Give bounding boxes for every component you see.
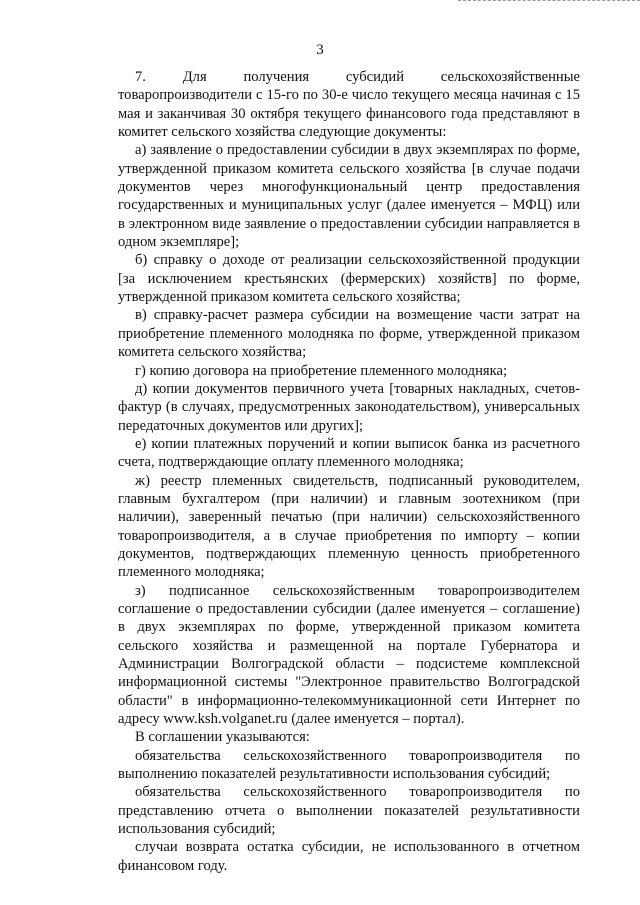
document-body bbox=[118, 68, 580, 875]
paragraph-item-7: 7. Для получения субсидий сельскохозяйственные товаропроизводители с 15-го по 30-е число текущего месяца начиная с 15 мая и заканчивая 30 октября текущего финансового года представляют в комитет сельского хозяйства следующие документы: bbox=[118, 69, 580, 141]
page-number: 3 bbox=[316, 42, 324, 58]
paragraph-subitem-e: е) копии платежных поручений и копии выписок банка из расчетного счета, подтверждающие оплату племенного молодняка; bbox=[118, 435, 580, 471]
top-border-line bbox=[458, 0, 640, 1]
paragraph-agreement-intro: В соглашении указываются: bbox=[135, 729, 310, 746]
paragraph-subitem-b: б) справку о доходе от реализации сельскохозяйственной продукции [за исключением крестьянских (фермерских) хозяйств] по форме, утвержденной приказом комитета сельского хозяйства; bbox=[118, 252, 580, 306]
paragraph-subitem-v: в) справку-расчет размера субсидии на возмещение части затрат на приобретение племенного молодняка по форме, утвержденной приказом комитета сельского хозяйства; bbox=[118, 307, 580, 361]
paragraph-subitem-z: з) подписанное сельскохозяйственным товаропроизводителем соглашение о предоставлении субсидии (далее именуется – соглашение) в двух экземплярах по форме, утвержденной приказом комитета сельского хозяйства и размещенной на портале Губернатора и Администрации Волгоградской области – подсистеме комплексной информационной системы "Электронное правительство Волгоградской области" в информационно-телекоммуникационной сети Интернет по адресу www.ksh.volganet.ru (далее именуется – портал). bbox=[118, 582, 580, 728]
paragraph-subitem-g: г) копию договора на приобретение племенного молодняка; bbox=[135, 362, 508, 379]
paragraph-return-cases: случаи возврата остатка субсидии, не использованного в отчетном финансовом году. bbox=[118, 839, 580, 874]
paragraph-obligation-indicators: обязательства сельскохозяйственного товаропроизводителя по выполнению показателей результативности использования субсидий; bbox=[118, 747, 580, 783]
paragraph-obligation-report: обязательства сельскохозяйственного товаропроизводителя по представлению отчета о выполнении показателей результативности использования субсидий; bbox=[118, 784, 580, 838]
paragraph-subitem-d: д) копии документов первичного учета [товарных накладных, счетов-фактур (в случаях, предусмотренных законодательством), универсальных передаточных документов или других]; bbox=[118, 380, 580, 434]
paragraph-subitem-a: а) заявление о предоставлении субсидии в двух экземплярах по форме, утвержденной приказом комитета сельского хозяйства [в случае подачи документов через многофункциональный центр предоставления государственных и муниципальных услуг (далее именуется – МФЦ) или в электронном виде заявление о предоставлении субсидии направляется в одном экземпляре]; bbox=[118, 142, 580, 251]
paragraph-subitem-zh: ж) реестр племенных свидетельств, подписанный руководителем, главным бухгалтером (при наличии) и главным зоотехником (при наличии), заверенный печатью (при наличии) сельскохозяйственного товаропроизводителя, а в случае приобретения по импорту – копии документов, подтверждающих племенную ценность приобретенного племенного молодняка; bbox=[118, 472, 580, 581]
